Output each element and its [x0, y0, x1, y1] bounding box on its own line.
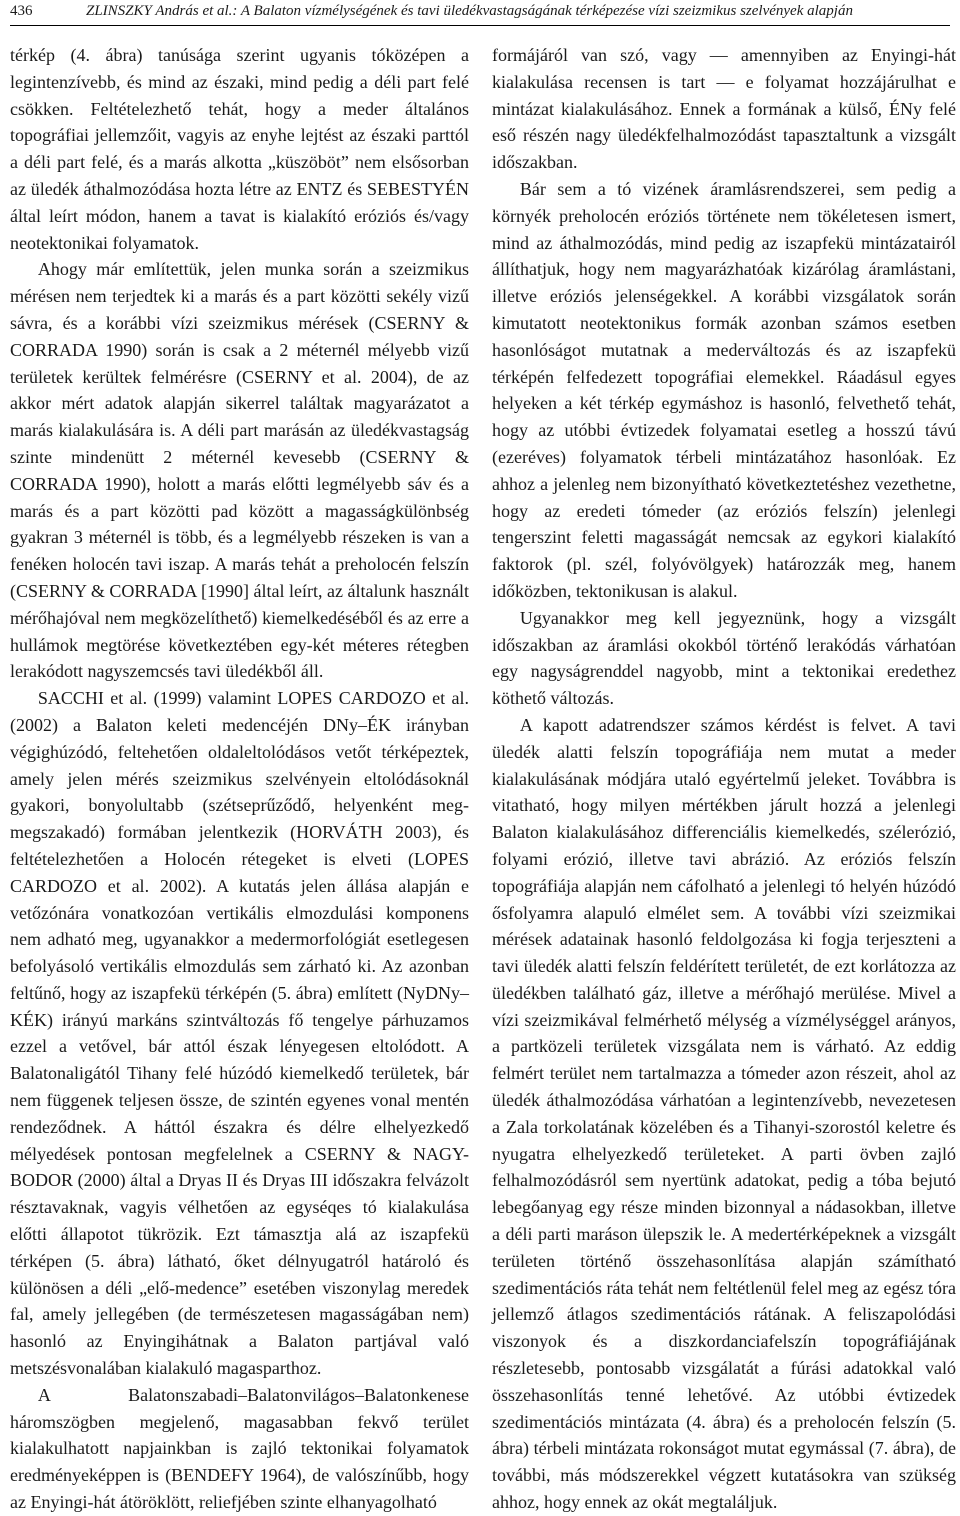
- paragraph: térkép (4. ábra) tanúsága szerint ugyanis tóközépen a legintenzívebb, és mind az északi, mind pedig a déli part felé csökken. Feltételezhető tehát, hogy a meder általános topográfiai jellemzőit, vagyis az enyhe lejtést az északi parttól a déli part felé, és a marás alkotta „küszöböt” nem elsősorban az üledék áthalmozódása hozta létre az ENTZ és SEBESTYÉN által leírt módon, hanem a tavat is kialakító eróziós és/vagy neotektonikai folyamatok.: [10, 45, 469, 253]
- page-number: 436: [10, 3, 33, 19]
- text-column-left: [10, 42, 469, 1513]
- paragraph: A Balatonszabadi–Balatonvilágos–Balatonkenese háromszögben megjelenő, magasabban fekvő terület kialakulhatott napjainkban is zajló tektonikai folyamatok eredményeképpen is (BENDEFY 1964), de valószínűbb, hogy az Enyingi-hát átöröklött, reliefjében szinte elhanyagolható: [10, 1384, 469, 1513]
- running-title: ZLINSZKY András et al.: A Balaton vízmélységének és tavi üledékvastagságának térképezése vízi szeizmikus szelvények alapján: [86, 3, 853, 19]
- paragraph: formájáról van szó, vagy — amennyiben az Enyingi-hát kialakulása recensen is tart — e folyamat hozzájárulhat e mintázat kialakulásához. Ennek a formának a külső, ÉNy felé eső részén nagy üledékfelhalmozódást tapasztaltunk a vizsgált időszakban.: [492, 45, 956, 173]
- header-rule: [10, 25, 950, 26]
- paragraph: A kapott adatrendszer számos kérdést is felvet. A tavi üledék alatti felszín topográfiája nem mutat a meder kialakulásának módjára utaló egyértelmű jeleket. Továbbra is vitatható, hogy milyen mértékben járult hozzá a jelenlegi Balaton kialakulásához differenciális kiemelkedés, szélerózió, folyami erózió, illetve tavi abrázió. Az eróziós felszín topográfiája alapján nem cáfolható a jelenlegi tó helyén húzódó ősfolyamra alapuló elmélet sem. A további vízi szeizmikai mérések adatainak hasonló feldolgozása ki fogja terjeszteni a tavi üledék alatti felszín feldérített területét, de ezt korlátozza az üledékben található gáz, illetve a mérőhajó merülése. Mivel a vízi szeizmikával felmérhető mélység a vízmélységgel arányos, a partközeli területek vizsgálata nem is várható. Az eddig felmért terület nem tartalmazza a tómeder azon részeit, ahol az üledék áthalmozódása várhatóan a legintenzívebb, nevezetesen a Zala torkolatának közelében és a Tihanyi-szorostól keletre és nyugatra elhelyezkedő területeket. A parti övben zajló felhalmozódásról sem nyertünk adatokat, pedig a tóba bejutó lebegőanyag egy része minden bizonnyal a nádasokban, illetve a déli parti maráson ülepszik le. A medertérképeknek a vizsgált területen történő összehasonlítása alapján számítható szedimentációs ráta tehát nem feltétlenül felel meg az egész tóra jellemző átlagos szedimentációs rátának. A feliszapolódási viszonyok és a diszkordanciafelszín topográfiájának részletesebb, pontosabb vizsgálatát a fúrási adatokkal való összehasonlítás tenné lehetővé. Az utóbbi évtizedek szedimentációs mintázata (4. ábra) és a preholocén felszín (5. ábra) térbeli mintázata rokonságot mutat egymással (7. ábra), de további, más módszerekkel végzett kutatásokra van szükség ahhoz, hogy ennek az okát megtaláljuk.: [492, 714, 956, 1513]
- text-column-right: [492, 42, 956, 1513]
- paragraph: Ugyanakkor meg kell jegyeznünk, hogy a vizsgált időszakban az áramlási okokból történő lerakódás várhatóan egy nagyságrenddel nagyobb, mint a tektonikai eredethez köthető változás.: [492, 607, 956, 709]
- paragraph: SACCHI et al. (1999) valamint LOPES CARDOZO et al. (2002) a Balaton keleti medencéjén DNy–ÉK irányban végighúzódó, feltehetően oldaleltolódásos vetőt térképeztek, amely jelen mérés szeizmikus szelvényein eltolódásoknál gyakori, bonyolultabb (szétseprűződő, helyenként meg-megszakadó) formában jelentkezik (HORVÁTH 2003), és feltételezhetően a Holocén rétegeket is elveti (LOPES CARDOZO et al. 2002). A kutatás jelen állása alapján e vetőzónára vonatkozóan vertikális elmozdulási komponens nem adható meg, ugyanakkor a medermorfológiát esetlegesen befolyásoló vertikális elmozdulás sem zárható ki. Az azonban feltűnő, hogy az iszapfekü térképén (5. ábra) említett (NyDNy–KÉK) irányú markáns szintváltozás fő tengelye párhuzamos ezzel a vetővel, bár attól észak lényegesen eltolódott. A Balatonaligától Tihany felé húzódó kiemelkedő területek, bár nem függenek teljesen össze, de szintén egyenes vonal mentén rendeződnek. A háttól északra és délre elhelyezkedő mélyedések pontosan megfelelnek a CSERNY & NAGY-BODOR (2000) által a Dryas II és Dryas III időszakra felvázolt résztavaknak, vagyis vélhetően az egyséqes tó kialakulása előtti állapotot tükrözik. Ezt támasztja alá az iszapfekü térképen (5. ábra) látható, őket délnyugatról határoló és különösen a déli „elő-medence” esetében viszonylag meredek fal, amely jellegében (de természetesen magasságában nem) hasonló az Enyingihátnak a Balaton partjával való metszésvonalában kialakuló magasparthoz.: [10, 688, 469, 1379]
- running-header: [10, 0, 950, 22]
- paragraph: Bár sem a tó vizének áramlásrendszerei, sem pedig a környék preholocén eróziós története nem tökéletesen ismert, mind az áthalmozódás, mind pedig az iszapfekü mintázatairól állíthatjuk, hogy nem magyarázhatóak kizárólag áramlástani, illetve eróziós jelenségekkel. A korábbi vizsgálatok során kimutatott neotektonikus formák azonban számos esetben hasonlóságot mutatnak a mederváltozás és az iszapfekü térképén felfedezett topográfiai elemekkel. Ráadásul egyes helyeken a két térkép egymáshoz is hasonló, felvethető tehát, hogy az utóbbi évtizedek folyamatai esetleg a hosszú távú (ezeréves) folyamatok térbeli mintázatához hasonlóak. Ez ahhoz a jelenleg nem bizonyítható következtetéshez vezethetne, hogy az eredeti tómeder (az eróziós felszín) jelenlegi tengerszint feletti magasságát nemcsak az egykori kialakító faktorok (pl. szél, folyóvölgyek) határozzák meg, hanem időközben, tektonikusan is alakul.: [492, 178, 956, 601]
- paragraph: Ahogy már említettük, jelen munka során a szeizmikus mérésen nem terjedtek ki a marás és a part közötti sekély vizű sávra, és a korábbi vízi szeizmikus mérések (CSERNY & CORRADA 1990) során is csak a 2 méternél mélyebb vizű területek kerültek felmérésre (CSERNY et al. 2004), de az akkor mért adatok alapján sikerrel találtak magyarázatot a marás kialakulására is. A déli part marásán az üledékvastagság szinte mindenütt 2 méternél kevesebb (CSERNY & CORRADA 1990), holott a marás előtti legmélyebb sáv és a marás és a part közötti pad között a magasságkülönbség gyakran 3 méternél is több, és a legmélyebb részeken is van a fenéken holocén tavi iszap. A marás tehát a preholocén felszín (CSERNY & CORRADA [1990] által leírt, az általunk használt mérőhajóval nem megközelíthető) kiemelkedéséből és az erre a hullámok megtörése következtében egy-két méteres rétegben lerakódott nagyszemcsés tavi üledékből áll.: [10, 259, 469, 682]
